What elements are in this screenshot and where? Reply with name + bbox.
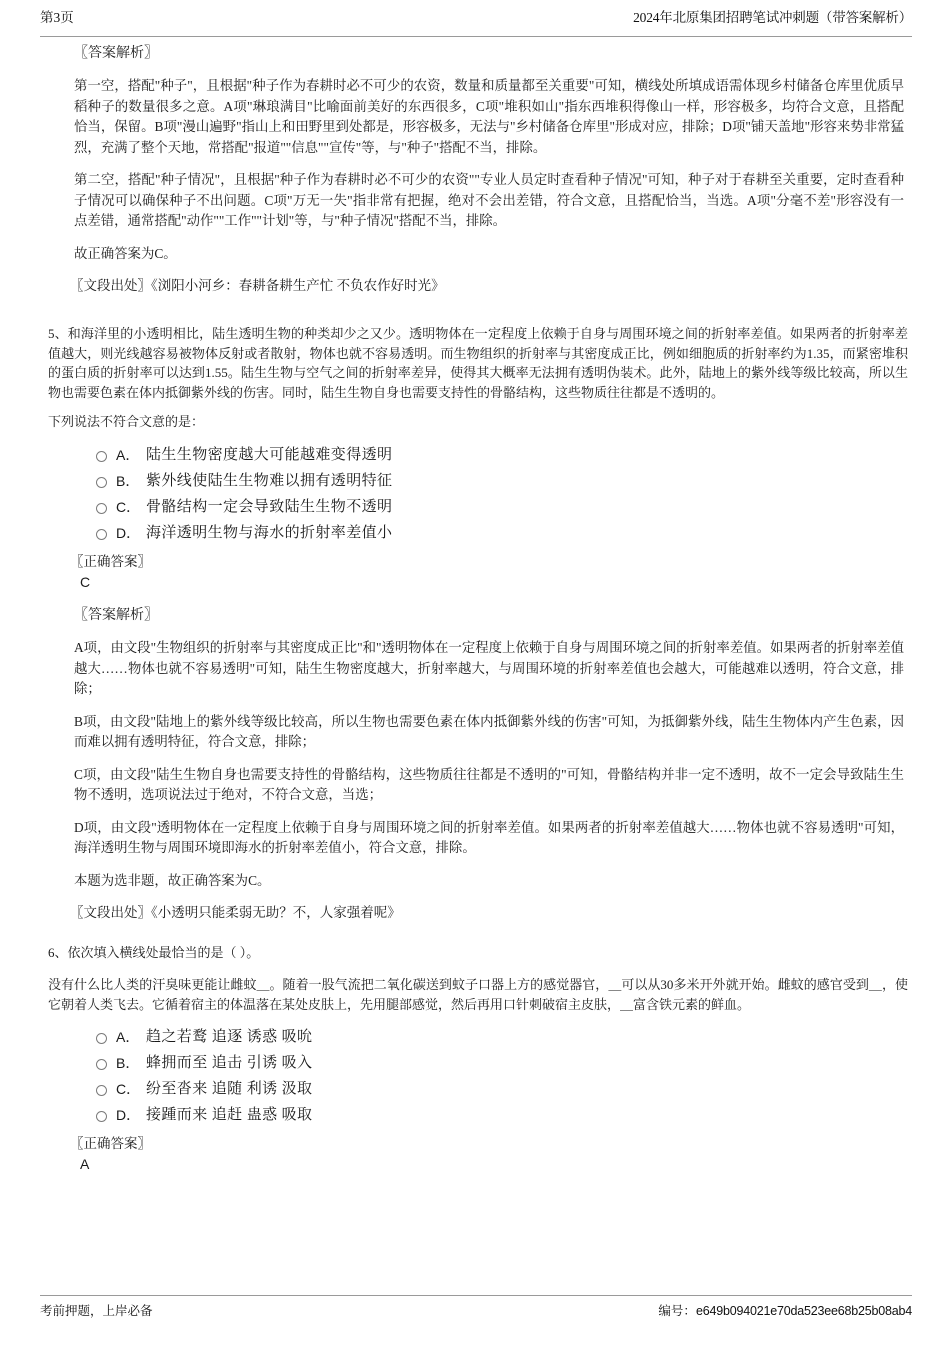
analysis-option-a: A项，由文段"生物组织的折射率与其密度成正比"和"透明物体在一定程度上依赖于自身与周围环境之间的折射率差值。如果两者的折射率差值越大……物体也就不容易透明"可知，陆生生物密度越大，折射率越大，与周围环境的折射率差值也会越大，可能越难以透明，符合文意，排除；	[74, 640, 904, 696]
question-6-options	[48, 1024, 914, 1128]
option-letter: D．	[116, 1107, 141, 1123]
page-number-label: 第3页	[40, 10, 74, 25]
option-row[interactable]	[96, 1050, 914, 1076]
page-content	[48, 44, 914, 1188]
option-text: 陆生生物密度越大可能越难变得透明	[146, 447, 393, 463]
option-row[interactable]	[96, 1024, 914, 1050]
radio-button-icon[interactable]	[96, 1111, 107, 1122]
radio-button-icon[interactable]	[96, 477, 107, 488]
page-header	[40, 8, 912, 37]
radio-button-icon[interactable]	[96, 1033, 107, 1044]
option-row[interactable]	[96, 442, 914, 468]
question-5-stem: 5、和海洋里的小透明相比，陆生透明生物的种类却少之又少。透明物体在一定程度上依赖于自身与周围环境之间的折射率差值。如果两者的折射率差值越大，则光线越容易被物体反射或者散射，物体也就不容易透明。而生物组织的折射率与其密度成正比，例如细胞质的折射率约为1.35，而紧密堆积的蛋白质的折射率可以达到1.55。陆生生物与空气之间的折射率差异，使得其大概率无法拥有透明伪装术。此外，陆地上的紫外线等级比较高，所以生物也需要色素在体内抵御紫外线的伤害。同时，陆生生物自身也需要支持性的骨骼结构，这些物质往往都是不透明的。	[48, 326, 908, 400]
option-letter: A．	[116, 1029, 140, 1045]
radio-button-icon[interactable]	[96, 451, 107, 462]
option-text: 纷至沓来 追随 利诱 汲取	[146, 1081, 313, 1097]
question-6-number: 6、依次填入横线处最恰当的是（ ）。	[48, 945, 260, 960]
analysis-option-d: D项，由文段"透明物体在一定程度上依赖于自身与周围环境之间的折射率差值。如果两者的折射率差值越大……物体也就不容易透明"可知，海洋透明生物与周围环境即海水的折射率差值小，符合文意，排除。	[74, 819, 904, 855]
answer-analysis-label: 〖答案解析〗	[74, 46, 158, 61]
footer-code	[658, 1302, 912, 1320]
question-5-options	[48, 442, 914, 546]
answer-analysis-label: 〖答案解析〗	[74, 608, 158, 623]
option-row[interactable]	[96, 468, 914, 494]
option-row[interactable]	[96, 494, 914, 520]
correct-answer-value: A	[80, 1156, 90, 1172]
analysis-paragraph-2: 第二空，搭配"种子情况"，且根据"种子作为春耕时必不可少的农资""专业人员定时查看种子情况"可知，种子对于春耕至关重要，定时查看种子情况可以确保种子不出问题。C项"万无一失"指非常有把握，绝对不会出差错，符合文意，且搭配恰当，当选。A项"分毫不差"形容没有一点差错，通常搭配"动作""工作""计划"等，与"种子情况"搭配不当，排除。	[74, 172, 904, 228]
option-text: 趋之若鹜 追逐 诱惑 吸吮	[146, 1029, 313, 1045]
option-text: 海洋透明生物与海水的折射率差值小	[146, 525, 393, 541]
document-title: 2024年北原集团招聘笔试冲刺题（带答案解析）	[633, 10, 912, 25]
analysis-conclusion: 本题为选非题，故正确答案为C。	[74, 872, 271, 888]
option-letter: B．	[116, 1055, 140, 1071]
question-5-prompt: 下列说法不符合文意的是：	[48, 414, 205, 429]
option-text: 蜂拥而至 追击 引诱 吸入	[146, 1055, 313, 1071]
question-6-stem: 没有什么比人类的汗臭味更能让雌蚊＿。随着一股气流把二氧化碳送到蚊子口器上方的感觉器官，＿可以从30多米开外就开始。雌蚊的感官受到＿，使它朝着人类飞去。它循着宿主的体温落在某处皮肤上，先用腿部感觉，然后再用口针刺破宿主皮肤，＿富含铁元素的鲜血。	[48, 977, 908, 1012]
option-letter: B．	[116, 473, 140, 489]
radio-button-icon[interactable]	[96, 503, 107, 514]
analysis-paragraph-1: 第一空，搭配"种子"，且根据"种子作为春耕时必不可少的农资，数量和质量都至关重要"可知，横线处所填成语需体现乡村储备仓库里优质早稻种子的数量很多之意。A项"琳琅满目"比喻面前美好的东西很多，C项"堆积如山"指东西堆积得像山一样，形容极多，均符合文意，且搭配恰当，保留。B项"漫山遍野"指山上和田野里到处都是，形容极多，无法与"乡村储备仓库里"形成对应，排除；D项"铺天盖地"形容来势非常猛烈，充满了整个天地，常搭配"报道""信息""宣传"等，与"种子"搭配不当，排除。	[74, 78, 904, 155]
passage-source: 〖文段出处〗《小透明只能柔弱无助？不，人家强着呢》	[70, 905, 401, 920]
option-text: 接踵而来 追赶 蛊惑 吸取	[146, 1107, 313, 1123]
option-letter: D．	[116, 525, 141, 541]
radio-button-icon[interactable]	[96, 1085, 107, 1096]
footer-code-value: e649b094021e70da523ee68b25b08ab4	[695, 1304, 912, 1318]
radio-button-icon[interactable]	[96, 1059, 107, 1070]
option-text: 骨骼结构一定会导致陆生生物不透明	[146, 499, 393, 515]
question-5-block	[48, 324, 914, 923]
page-footer	[40, 1295, 912, 1325]
correct-answer-label: 〖正确答案〗	[70, 1136, 151, 1151]
option-letter: C．	[116, 499, 141, 515]
footer-slogan: 考前押题，上岸必备	[40, 1304, 153, 1318]
correct-answer-label: 〖正确答案〗	[70, 554, 151, 569]
question-6-block	[48, 943, 914, 1174]
correct-answer-value: C	[80, 574, 91, 590]
option-letter: C．	[116, 1081, 141, 1097]
analysis-conclusion: 故正确答案为C。	[74, 245, 177, 261]
option-row[interactable]	[96, 520, 914, 546]
question-4-analysis-block	[48, 44, 914, 296]
passage-source: 〖文段出处〗《浏阳小河乡：春耕备耕生产忙 不负农作好时光》	[70, 278, 445, 293]
option-row[interactable]	[96, 1076, 914, 1102]
option-text: 紫外线使陆生生物难以拥有透明特征	[146, 473, 393, 489]
radio-button-icon[interactable]	[96, 529, 107, 540]
footer-code-label: 编号：	[658, 1304, 696, 1318]
analysis-option-b: B项，由文段"陆地上的紫外线等级比较高，所以生物也需要色素在体内抵御紫外线的伤害"可知，为抵御紫外线，陆生生物体内产生色素，因而难以拥有透明特征，符合文意，排除；	[74, 713, 904, 749]
analysis-option-c: C项，由文段"陆生生物自身也需要支持性的骨骼结构，这些物质往往都是不透明的"可知，骨骼结构并非一定不透明，故不一定会导致陆生生物不透明，选项说法过于绝对，不符合文意，当选；	[74, 766, 904, 802]
option-letter: A．	[116, 447, 140, 463]
option-row[interactable]	[96, 1102, 914, 1128]
